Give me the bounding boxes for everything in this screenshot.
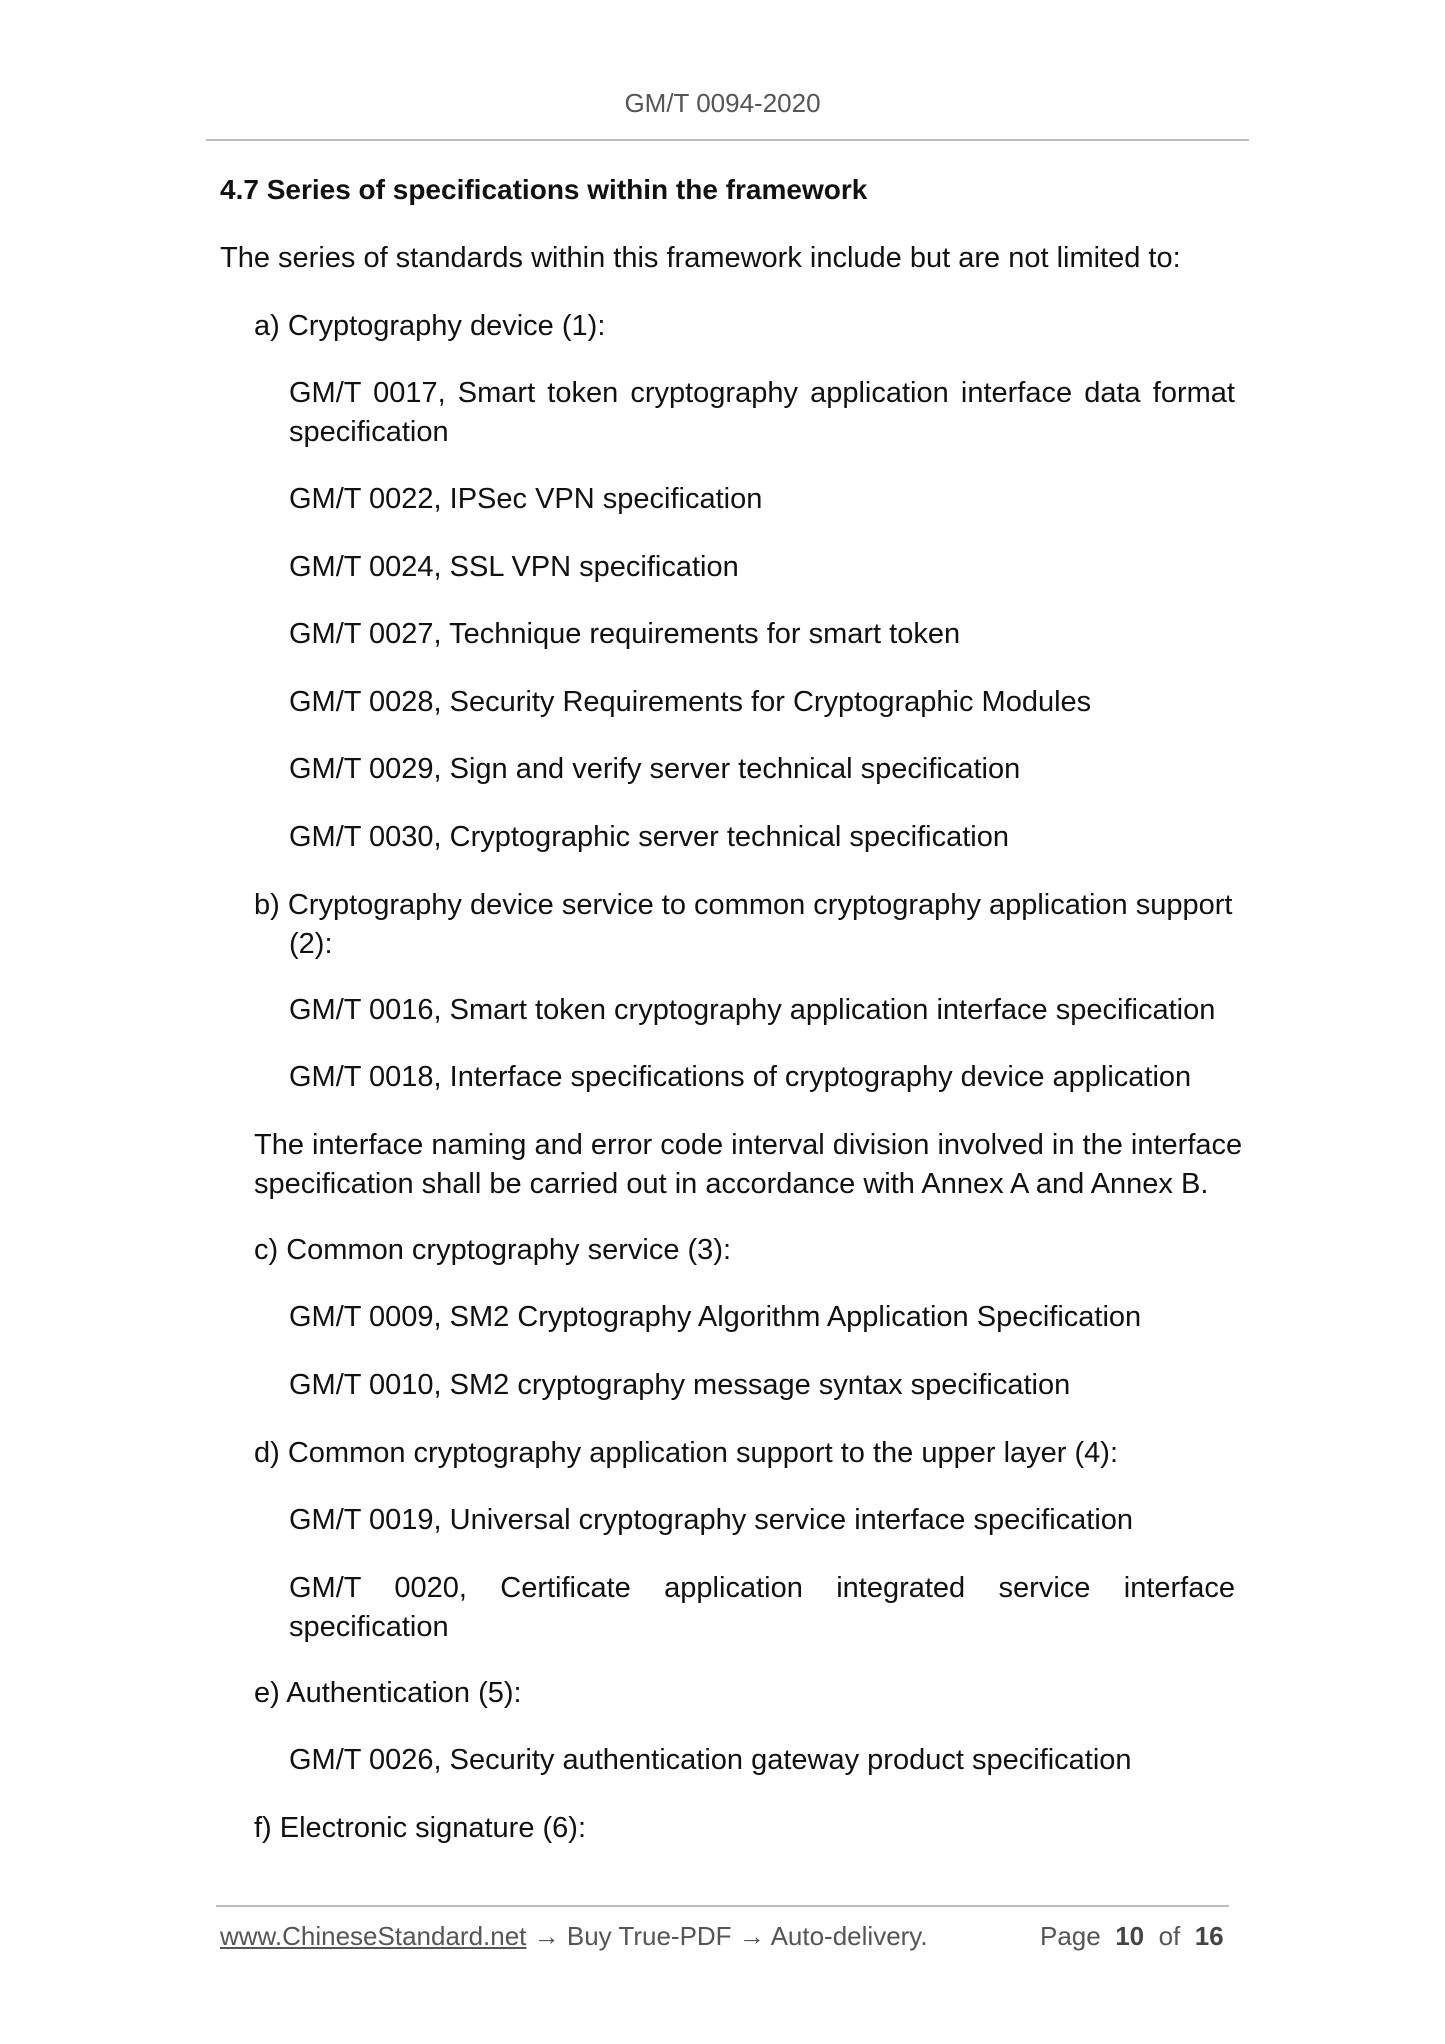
spec-item-gmt-0029: GM/T 0029, Sign and verify server technical specification xyxy=(289,753,1021,785)
spec-item-gmt-0009: GM/T 0009, SM2 Cryptography Algorithm Application Specification xyxy=(289,1301,1142,1333)
header-divider xyxy=(206,139,1249,141)
list-item-b: b) Cryptography device service to common cryptography application support (2): xyxy=(254,889,1233,960)
spec-item-gmt-0020-line2: specification xyxy=(289,1611,449,1643)
list-item-d: d) Common cryptography application support to the upper layer (4): xyxy=(254,1437,1118,1469)
spec-item-gmt-0017: GM/T 0017, Smart token cryptography application interface data format specification xyxy=(289,377,1235,448)
list-item-e: e) Authentication (5): xyxy=(254,1677,522,1709)
spec-item-gmt-0028: GM/T 0028, Security Requirements for Cryptographic Modules xyxy=(289,686,1092,718)
spec-item-gmt-0030: GM/T 0030, Cryptographic server technical specification xyxy=(289,821,1009,853)
spec-item-gmt-0019: GM/T 0019, Universal cryptography service interface specification xyxy=(289,1504,1134,1536)
spec-item-gmt-0027: GM/T 0027, Technique requirements for smart token xyxy=(289,618,961,650)
spec-item-gmt-0024: GM/T 0024, SSL VPN specification xyxy=(289,551,739,583)
footer-divider xyxy=(216,1905,1229,1907)
spec-item-gmt-0020-line1: GM/T 0020, Certificate application integrated service interface xyxy=(289,1572,1235,1604)
section-intro: The series of standards within this framework include but are not limited to: xyxy=(220,242,1181,274)
list-item-a: a) Cryptography device (1): xyxy=(254,310,606,342)
list-item-f: f) Electronic signature (6): xyxy=(254,1812,587,1844)
spec-item-gmt-0010: GM/T 0010, SM2 cryptography message syntax specification xyxy=(289,1369,1071,1401)
header-doc-id: GM/T 0094-2020 xyxy=(624,88,821,118)
list-item-c: c) Common cryptography service (3): xyxy=(254,1234,732,1266)
footer-left xyxy=(220,1921,928,1952)
footer-tagline: → Buy True-PDF → Auto-delivery. xyxy=(526,1921,928,1951)
footer-site-link[interactable]: www.ChineseStandard.net xyxy=(220,1921,527,1951)
page-label: Page xyxy=(1040,1921,1101,1951)
spec-item-gmt-0020 xyxy=(289,1569,1235,1647)
spec-item-gmt-0018: GM/T 0018, Interface specifications of cryptography device application xyxy=(289,1061,1192,1093)
page-total: 16 xyxy=(1194,1921,1224,1951)
section-title: 4.7 Series of specifications within the framework xyxy=(220,174,868,205)
interface-naming-note: The interface naming and error code interval division involved in the interface specification shall be carried out in accordance with Annex A and Annex B. xyxy=(254,1129,1243,1200)
page-number: 10 xyxy=(1115,1921,1145,1951)
page-of-label: of xyxy=(1158,1921,1181,1951)
page-indicator xyxy=(1040,1921,1224,1952)
spec-item-gmt-0026: GM/T 0026, Security authentication gateway product specification xyxy=(289,1744,1132,1776)
spec-item-gmt-0016: GM/T 0016, Smart token cryptography application interface specification xyxy=(289,994,1216,1026)
spec-item-gmt-0022: GM/T 0022, IPSec VPN specification xyxy=(289,483,763,515)
